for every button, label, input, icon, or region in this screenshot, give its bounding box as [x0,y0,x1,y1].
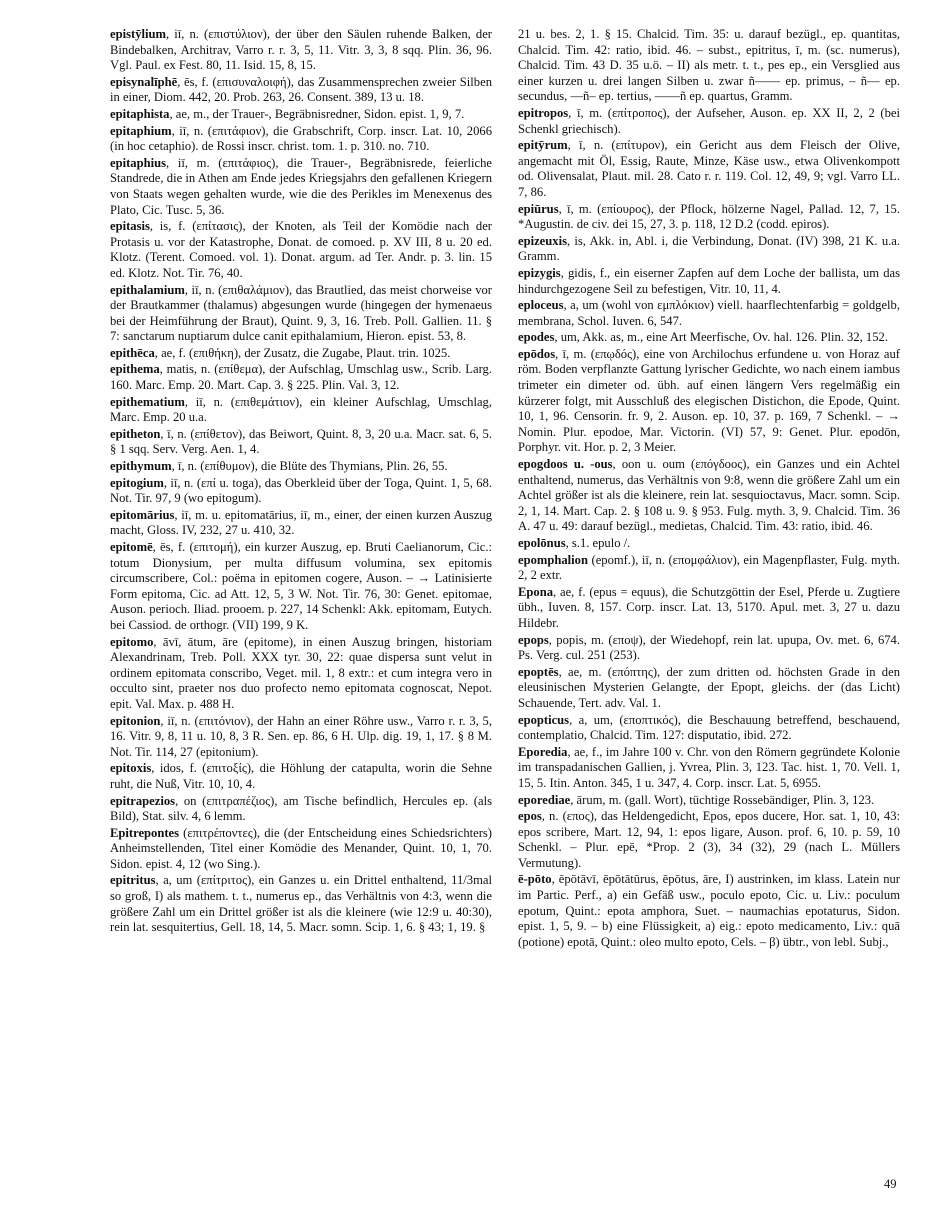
dictionary-entry: epopticus, a, um, (εποπτικός), die Beschauung betreffend, beschauend, contemplatio, Chalcid. Tim. 127: disputatio, ibid. 272. [518,712,900,743]
dictionary-entry: epitaphista, ae, m., der Trauer-, Begräbnisredner, Sidon. epist. 1, 9, 7. [110,106,465,121]
headword: epitaphium [110,123,172,138]
dictionary-entry: Eporedia, ae, f., im Jahre 100 v. Chr. von den Römern gegründete Kolonie im transpadanischen Gallien, j. Yvrea, Plin. 3, 123. Tac. hist. 1, 70. Vell. 1, 15, 5. Itin. Anton. 345, 1 u. 347, 4. Corp. inscr. Lat. 5, 6955. [518,744,900,790]
headword: epizygis [518,265,561,280]
headword: epitonion [110,713,161,728]
headword: eploceus [518,298,564,313]
headword: epitoxis [110,761,152,776]
dictionary-entry: epitomārius, iī, m. u. epitomatārius, iī, m., einer, der einen kurzen Auszug macht, Gloss. IV, 232, 27 u. 410, 32. [110,507,492,538]
dictionary-entry: epitaphium, iī, n. (επιτάφιον), die Grabschrift, Corp. inscr. Lat. 10, 2066 (in hoc cetaphio). de Rossi inscr. christ. tom. 1. p. 310. no. 710. [110,123,492,154]
dictionary-entry: epomphalion (epomf.), iī, n. (επομφάλιον), ein Magenpflaster, Fulg. myth. 2, 2 extr. [518,552,900,583]
headword: episynalīphē [110,74,178,89]
dictionary-entry: epitomo, āvī, ātum, āre (epitome), in einen Auszug bringen, historiam Alexandrinam, Treb. Poll. XXX tyr. 30, 22: quae dispersa sunt velut in ordinem epitomata conscribo, Veget. mil. 1, 8 extr.: et cum integra vero in occulto sint, praeter nos duo profecto nemo epitomata cognoscat, Nepot. epit. Val. Max. p. 488 H. [110,634,492,711]
headword: epitomē [110,540,153,554]
left-column [110,27,492,937]
headword: epithēca [110,345,155,360]
headword: epoptēs [518,664,559,679]
dictionary-entry: epiūrus, ī, m. (επίουρος), der Pflock, hölzerne Nagel, Pallad. 12, 7, 15. *Augustin. de civ. dei 15, 27, 3. p. 118, 12 D.2 (codd. epiros). [518,201,900,232]
dictionary-entry: epitheton, ī, n. (επίθετον), das Beiwort, Quint. 8, 3, 20 u.a. Macr. sat. 6, 5. § 1 sqq. Serv. Verg. Aen. 1, 4. [110,426,492,457]
headword: epitheton [110,426,161,441]
dictionary-entry: epitogium, iī, n. (επί u. toga), das Oberkleid über der Toga, Quint. 1, 5, 68. Not. Tir. 97, 9 (wo epitogum). [110,475,492,506]
headword: epitasis [110,219,150,234]
page-number: 49 [884,1177,897,1191]
headword: epops [518,632,549,647]
dictionary-entry: Epona, ae, f. (epus = equus), die Schutzgöttin der Esel, Pferde u. Zugtiere übh., Iuven. 8, 157. Corp. inscr. Lat. 13, 5170. Apul. met. 3, 27 u. dazu Hildebr. [518,584,900,630]
dictionary-entry: epizeuxis, is, Akk. in, Abl. i, die Verbindung, Donat. (IV) 398, 21 K. u.a. Gramm. [518,233,900,264]
dictionary-entry: epithematium, iī, n. (επιθεμάτιον), ein kleiner Aufschlag, Umschlag, Marc. Emp. 20 u.a. [110,394,492,425]
dictionary-entry: epithēca, ae, f. (επιθήκη), der Zusatz, die Zugabe, Plaut. trin. 1025. [110,345,451,360]
headword: epōdos [518,346,556,361]
dictionary-entry: epitomē, ēs, f. (επιτομή), ein kurzer Auszug, ep. Bruti Caelianorum, Cic.: totum Dionysium, per multa diffusum volumina, sex epitomis circumscribere, Col.: poëma in epitomen cogere, Auson. – → Latinisierte Form epitoma, Cic. ad Att. 12, 5, 3 W. Not. Tir. 76, 30: Genet. epitomae, Auson. perioch. Iliad. prooem. p. 227, 14 Schenkl: Akk. epitomam, Eutych. bei Cassiod. de orthogr. (VII) 199, 9 K. [110,540,492,632]
dictionary-entry: epitaphius, iī, m. (επιτάφιος), die Trauer-, Begräbnisrede, feierliche Standrede, die in Athen am Ende jedes Kriegsjahrs den gefallenen Kriegern von Staats wegen gehalten wurde, wie die des Perikles im Menexenus des Plato, Cic. Tusc. 5, 36. [110,155,492,217]
headword: Eporedia [518,744,568,759]
headword: epitropos [518,105,569,120]
headword: epopticus [518,712,570,727]
headword: epitrapezios [110,793,176,808]
dictionary-entry: episynalīphē, ēs, f. (επισυναλοιφή), das Zusammensprechen zweier Silben in einer, Diom. 442, 20. Prob. 263, 26. Consent. 389, 13 u. 18. [110,74,492,105]
headword: ē-pōto [518,872,552,887]
headword: eporediae [518,792,571,807]
dictionary-entry: epitonion, iī, n. (επιτόνιον), der Hahn an einer Röhre usw., Varro r. r. 3, 5, 16. Vitr. 9, 8, 11 u. 10, 8, 3 R. Sen. ep. 86, 6 H. Ulp. dig. 19, 1, 17. § 8 M. Not. Tir. 114, 27 (epitonium). [110,713,492,759]
dictionary-entry: epitrapezios, on (επιτραπέζιος), am Tische befindlich, Hercules ep. (als Bild), Stat. silv. 4, 6 lemm. [110,793,492,824]
dictionary-entry: epops, popis, m. (εποψ), der Wiedehopf, rein lat. upupa, Ov. met. 6, 674. Ps. Verg. cul. 251 (253). [518,632,900,663]
headword: epithymum [110,459,172,474]
dictionary-entry: epithema, matis, n. (επίθεμα), der Aufschlag, Umschlag usw., Scrib. Larg. 160. Marc. Emp. 20. Mart. Cap. 3. § 225. Plin. Val. 3, 12. [110,362,492,393]
headword: epogdoos u. -ous [518,457,613,472]
dictionary-entry: eploceus, a, um (wohl von εμπλόκιον) viell. haarflechtenfarbig = goldgelb, membrana, Schol. Iuven. 6, 547. [518,298,900,328]
right-column [518,27,900,951]
headword: epitaphius [110,155,166,170]
dictionary-entry: epolōnus, s.1. epulo /. [518,536,631,550]
dictionary-entry: epos, n. (επος), das Heldengedicht, Epos, epos ducere, Hor. sat. 1, 10, 43: epos scribere, Mart. 12, 94, 1: epos ligare, Auson. prof. 6, 10. p. 59, 10 Schenkl. – Plur. epē, *Prop. 2 (3), 34 (32), 29 (nach L. Müllers Vermutung). [518,809,900,870]
headword: epizeuxis [518,233,567,248]
headword: Epona [518,584,554,599]
headword: epithematium [110,394,185,409]
headword: Epitrepontes [110,825,180,840]
headword: epitritus [110,873,156,888]
headword: epistȳlium [110,27,166,41]
dictionary-entry: epodes, um, Akk. as, m., eine Art Meerfische, Ov. hal. 126. Plin. 32, 152. [518,330,888,345]
dictionary-entry: Epitrepontes (επιτρέποντες), die (der Entscheidung eines Schiedsrichters) Anheimstellenden, Titel einer Komödie des Menander, Quint. 10, 1, 70. Sidon. epist. 4, 12 (wo Sing.). [110,825,492,871]
dictionary-entry: epithymum, ī, n. (επίθυμον), die Blüte des Thymians, Plin. 26, 55. [110,459,448,474]
headword: epitȳrum [518,138,568,153]
dictionary-entry: epitȳrum, ī, n. (επίτυρον), ein Gericht aus dem Fleisch der Olive, angemacht mit Öl, Essig, Raute, Minze, Käse usw., etwa Olivenkompott od. Olivensalat, Plaut. mil. 28. Cato r. r. 119. Col. 12, 49, 9; vgl. Varro LL. 7, 86. [518,138,900,199]
dictionary-entry: epogdoos u. -ous, oon u. oum (επόγδοος), ein Ganzes und ein Achtel enthaltend, numerus, das Verhältnis von 9:8, wenn die größere Zahl um ein Achtel größer ist als die kleinere, rein lat. sesquioctavus, Macr. somn. Scip. 2, 1, 14. Mart. Cap. 2. § 108 u. 9. § 953. Fulg. myth. 3, 9. Chalcid. Tim. 36 A. 47 u. 49: darauf bezügl., medietas, Chalcid. Tim. 43: ratio, ibid. 46. [518,457,900,534]
headword: epitomo [110,634,154,649]
dictionary-entry: epitoxis, idos, f. (επιτοξίς), die Höhlung der catapulta, worin die Sehne ruht, die Nuß, Vitr. 10, 10, 4. [110,761,492,791]
dictionary-entry: epithalamium, iī, n. (επιθαλάμιον), das Brautlied, das meist chorweise vor der Brautkammer (thalamus) abgesungen wurde (hingegen der hymenaeus bei der Heimführung der Braut), Quint. 9, 3, 16. Treb. Poll. Gallien. 11. § 7: sanctarum nuptiarum dulce canit epithalamium, Hieron. epist. 53, 8. [110,282,492,344]
dictionary-entry: 21 u. bes. 2, 1. § 15. Chalcid. Tim. 35: u. darauf bezügl., ep. quantitas, Chalcid. Tim. 42: ratio, ibid. 46. – subst., epitritus, ī, m. (sc. numerus), Chalcid. Tim. 43 D. 35 u.ö. – II) als metr. t. t., pes ep., ein Versglied aus einer kurzen u. drei langen Silben u. zwar ñ—— ep. primus, – ñ— ep. secundus, —ñ– ep. tertius, ——ñ ep. quartus, Gramm. [518,27,900,104]
headword: epitaphista [110,106,170,121]
headword: epithema [110,362,160,377]
headword: epolōnus [518,536,566,550]
headword: epitogium [110,475,164,490]
dictionary-entry: epitasis, is, f. (επίτασις), der Knoten, als Teil der Komödie nach der Protasis u. vor der Katastrophe, Donat. de comoed. p. XV III, 8 u. 20 ed. Klotz. (Terent. Comoed. vol. 1). Donat. argum. ad Ter. Andr. p. 3. lin. 15 ed. Klotz. Not. Tir. 76, 40. [110,219,492,280]
dictionary-entry: ē-pōto, ēpōtāvī, ēpōtātūrus, ēpōtus, āre, I) austrinken, im klass. Latein nur im Partic. Perf., a) ein Gefäß usw., poculo epoto, Cic. u. Liv.: poculum epotum, Quint.: epota amphora, Suet. – naumachias epotaturus, Sidon. epist. 1, 5, 9. – b) eine Flüssigkeit, a) eig.: epoto medicamento, Liv.: quā (potione) epotā, Quint.: oleo multo epoto, Cels. – β) übtr., von lebl. Subj., [518,872,900,949]
headword: epithalamium [110,282,185,297]
headword: epos [518,809,542,824]
dictionary-entry: epitropos, ī, m. (επίτροπος), der Aufseher, Auson. ep. XX II, 2, 2 (bei Schenkl griechisch). [518,105,900,136]
dictionary-entry: epistȳlium, iī, n. (επιστύλιον), der über den Säulen ruhende Balken, der Bindebalken, Architrav, Varro r. r. 3, 5, 11. Vitr. 3, 3, 8 sqq. Plin. 36, 96. Vgl. Paul. ex Fest. 80, 11. Isid. 15, 8, 15. [110,27,492,73]
headword: epiūrus [518,201,559,216]
dictionary-entry: eporediae, ārum, m. (gall. Wort), tüchtige Rossebändiger, Plin. 3, 123. [518,792,875,807]
dictionary-entry: epōdos, ī, m. (επῳδός), eine von Archilochus erfundene u. von Horaz auf röm. Boden verpflanzte Gattung lyrischer Gedichte, wo nach einem iambus trimeter ein dimeter od. übh. auf einen längern Vers regelmäßig ein kürzerer folgt, mit Ausschluß des elegischen Distichon, die Epode, Quint. 10, 1, 96. Censorin. fr. 9, 2. Auson. ep. 10, 37. p. 169, 7 Schenkl. – → Nomin. Plur. epodoe, Mar. Victorin. (VI) 57, 9: Genet. Plur. epodōn, Porphyr. vit. Hor. p. 2, 3 Meier. [518,346,900,455]
headword: epomphalion [518,552,588,567]
dictionary-entry: epoptēs, ae, m. (επόπτης), der zum dritten od. höchsten Grade in den eleusinischen Mysterien Gelangte, der Epopt, gleichs. der (das Licht) Schauende, Tert. adv. Val. 1. [518,664,900,710]
dictionary-entry: epitritus, a, um (επίτριτος), ein Ganzes u. ein Drittel enthaltend, 11/3mal so groß, I) als mathem. t. t., numerus ep., das Verhältnis von 4:3, wenn die größere Zahl um ein Drittel größer ist als die kleinere (wie 12:9 u. 40:30), rein lat. sesquitertius, Gell. 18, 14, 5. Macr. somn. Scip. 1, 6. § 43; 1, 19. § [110,873,492,935]
dictionary-entry: epizygis, gidis, f., ein eiserner Zapfen auf dem Loche der ballista, um das hindurchgezogene Seil zu befestigen, Vitr. 10, 11, 4. [518,265,900,296]
headword: epitomārius [110,507,175,522]
headword: epodes [518,330,555,345]
